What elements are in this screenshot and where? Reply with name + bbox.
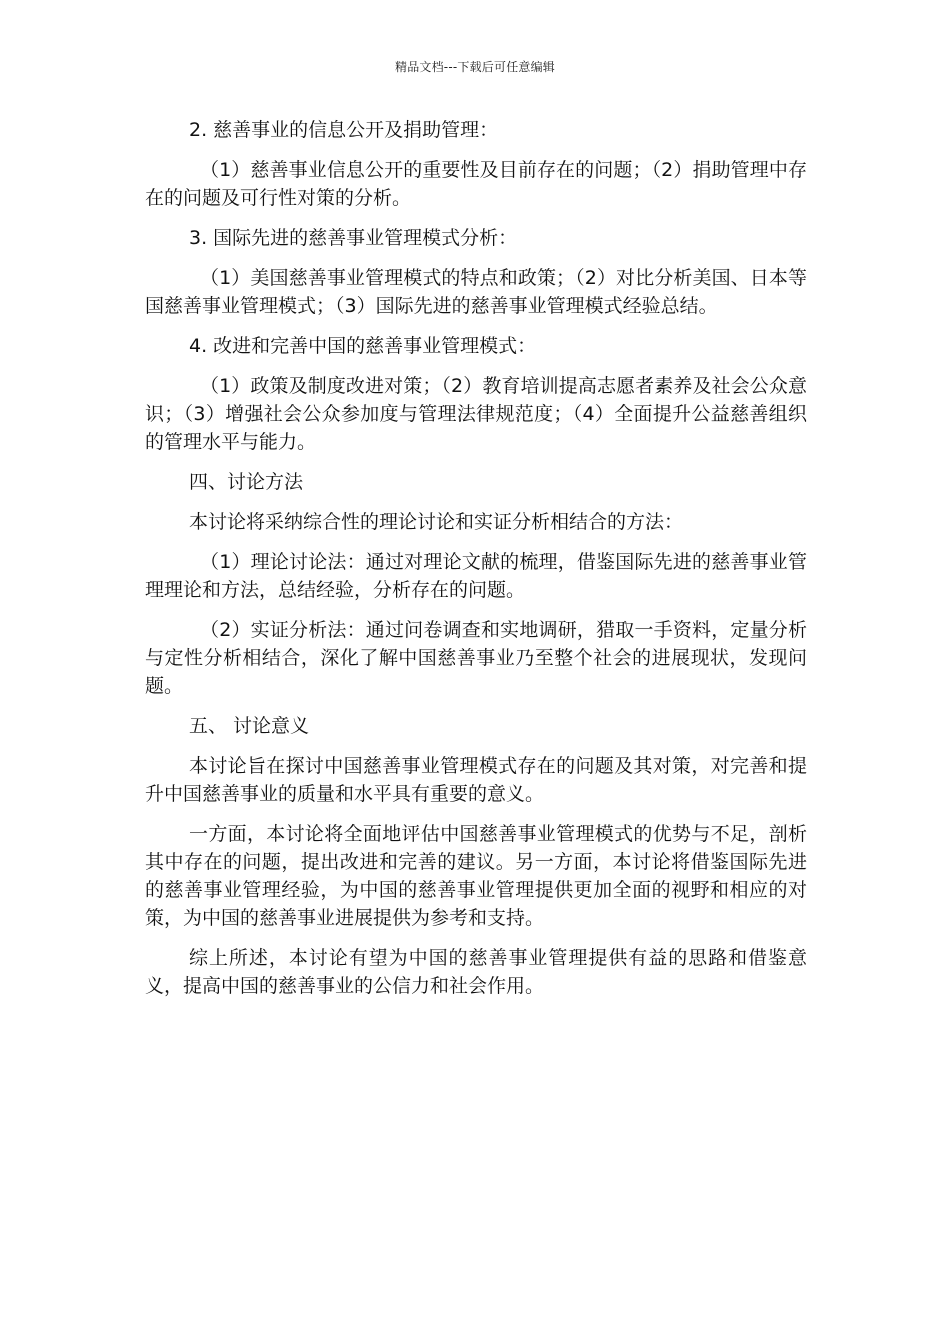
page-header: 精品文档---下载后可任意编辑 bbox=[395, 60, 555, 74]
paragraph: （1）慈善事业信息公开的重要性及目前存在的问题；（2）捐助管理中存在的问题及可行性对策的分析。 bbox=[145, 159, 807, 209]
paragraph: （2）实证分析法：通过问卷调查和实地调研，猎取一手资料，定量分析与定性分析相结合，深化了解中国慈善事业乃至整个社会的进展现状，发现问题。 bbox=[145, 619, 807, 697]
document-body bbox=[145, 116, 807, 1012]
paragraph: 综上所述，本讨论有望为中国的慈善事业管理提供有益的思路和借鉴意义，提高中国的慈善事业的公信力和社会作用。 bbox=[145, 947, 807, 997]
paragraph: 3. 国际先进的慈善事业管理模式分析： bbox=[189, 227, 518, 249]
paragraph: 本讨论旨在探讨中国慈善事业管理模式存在的问题及其对策，对完善和提升中国慈善事业的质量和水平具有重要的意义。 bbox=[145, 755, 807, 805]
paragraph: （1）美国慈善事业管理模式的特点和政策；（2）对比分析美国、日本等国慈善事业管理模式；（3）国际先进的慈善事业管理模式经验总结。 bbox=[145, 267, 807, 317]
paragraph: （1）政策及制度改进对策；（2）教育培训提高志愿者素养及社会公众意识；（3）增强社会公众参加度与管理法律规范度；（4）全面提升公益慈善组织的管理水平与能力。 bbox=[145, 375, 807, 453]
paragraph: （1）理论讨论法：通过对理论文献的梳理，借鉴国际先进的慈善事业管理理论和方法，总结经验，分析存在的问题。 bbox=[145, 551, 807, 601]
paragraph: 一方面，本讨论将全面地评估中国慈善事业管理模式的优势与不足，剖析其中存在的问题，提出改进和完善的建议。另一方面，本讨论将借鉴国际先进的慈善事业管理经验，为中国的慈善事业管理提供更加全面的视野和相应的对策，为中国的慈善事业进展提供为参考和支持。 bbox=[145, 823, 807, 929]
section-heading: 五、 讨论意义 bbox=[189, 715, 310, 737]
paragraph: 4. 改进和完善中国的慈善事业管理模式： bbox=[189, 335, 537, 357]
paragraph: 2. 慈善事业的信息公开及捐助管理： bbox=[189, 119, 499, 141]
paragraph: 本讨论将采纳综合性的理论讨论和实证分析相结合的方法： bbox=[189, 511, 684, 533]
section-heading: 四、讨论方法 bbox=[189, 471, 304, 493]
